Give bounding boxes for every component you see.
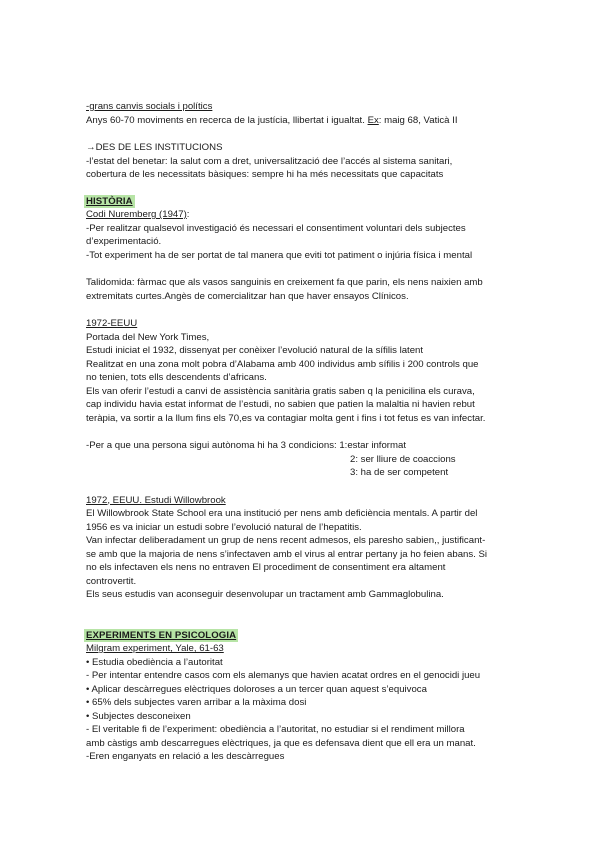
milgram-line: • Estudia obediència a l’autoritat	[86, 656, 223, 668]
eeuu-1972-line: Realitzat en una zona molt pobra d’Alabama amb 400 individus amb sífilis i 200 controls que	[86, 358, 479, 370]
willowbrook-title: 1972, EEUU. Estudi Willowbrook	[86, 494, 226, 506]
intro-text: Anys 60-70 moviments en recerca de la justícia, llibertat i igualtat.	[86, 114, 368, 126]
milgram-line: • Subjectes desconeixen	[86, 710, 191, 722]
intro-text-end: : maig 68, Vaticà II	[378, 114, 458, 126]
talidomida-line: extremitats curtes.Angès de comercialitzar han que haver ensayos Clínicos.	[86, 290, 409, 302]
institucions-heading: →DES DE LES INSTITUCIONS	[86, 142, 223, 153]
eeuu-1972-line: teràpia, va sortir a la llum fins els 70,es va contagiar molta gent i fins i tot fetus es van infectar.	[86, 412, 486, 424]
milgram-title: Milgram experiment, Yale, 61-63	[86, 643, 224, 654]
spacer	[86, 182, 518, 195]
codi-line: d’experimentació.	[86, 236, 162, 247]
eeuu-1972-line: cap individu havia estat informat de l’estudi, no sabien que patien la malaltia ni havien rebut	[86, 399, 475, 410]
condicions-line: 3: ha de ser competent	[350, 467, 449, 478]
spacer	[86, 127, 518, 141]
willowbrook-line: El Willowbrook State School era una institució per nens amb deficiència mentals. A partir del	[86, 508, 478, 519]
eeuu-1972-title: 1972-EEUU	[86, 318, 138, 329]
intro-line	[86, 114, 518, 128]
willowbrook-line: Els seus estudis van aconseguir desenvolupar un tractament amb Gammaglobulina.	[86, 589, 444, 600]
condicions-line: -Per a que una persona sigui autònoma hi ha 3 condicions: 1:estar informat	[86, 440, 406, 451]
intro-ex: Ex	[367, 114, 379, 126]
psicologia-heading-row	[86, 629, 518, 643]
eeuu-1972-line: no tenien, tots ells descendents d’africans.	[86, 372, 267, 383]
historia-heading: HISTÒRIA	[86, 195, 133, 207]
document-page	[86, 100, 518, 764]
institucions-line: -l’estat del benetar: la salut com a dret, universalització dee l’accés al sistema sanitari,	[86, 155, 453, 167]
milgram-line: amb càstigs amb descarregues elèctriques, ja que es defensava dient que ell era un manat.	[86, 737, 476, 749]
spacer	[86, 262, 518, 276]
willowbrook-line: controvertit.	[86, 575, 137, 587]
eeuu-1972-line: Portada del New York Times,	[86, 331, 210, 343]
milgram-line: -Eren enganyats en relació a les descàrregues	[86, 751, 285, 762]
eeuu-1972-line: Estudi iniciat el 1932, dissenyat per conèixer l’evolució natural de la sífilis latent	[86, 345, 424, 356]
intro-heading: -grans canvis socials i polítics	[86, 101, 213, 112]
willowbrook-line: no els infectaven els nens no entraven El procediment de consentiment era altament	[86, 562, 446, 573]
milgram-line: • Aplicar descàrregues elèctriques doloroses a un tercer quan aquest s’equivoca	[86, 683, 427, 695]
milgram-line: • 65% dels subjectes varen arribar a la màxima dosi	[86, 697, 307, 708]
willowbrook-line: se amb que la majoria de nens s’infectaven amb el virus al entrar pertany ja ho feien abans. Si	[86, 548, 488, 560]
willowbrook-line: 1956 es va iniciar un estudi sobre l’evolució natural de l’hepatitis.	[86, 521, 362, 533]
spacer	[86, 425, 518, 439]
codi-line: -Per realitzar qualsevol investigació és necessari el consentiment voluntari dels subjectes	[86, 222, 466, 234]
spacer	[86, 616, 518, 629]
willowbrook-line: Van infectar deliberadament un grup de nens recent admesos, els paresho sabien,, justificant-	[86, 535, 486, 546]
milgram-line: - Per intentar entendre casos com els alemanys que havien acatat ordres en el genocidi jueu	[86, 670, 481, 681]
codi-line: -Tot experiment ha de ser portat de tal manera que eviti tot patiment o injúria física i mental	[86, 249, 473, 261]
codi-colon: :	[186, 209, 190, 220]
institucions-line: cobertura de les necessitats bàsiques: sempre hi ha més necessitats que capacitats	[86, 169, 444, 180]
codi-title-row	[86, 208, 518, 222]
spacer	[86, 480, 518, 494]
talidomida-line: Talidomida: fàrmac que als vasos sanguinis en creixement fa que parin, els nens naixien amb	[86, 277, 483, 288]
spacer	[86, 303, 518, 317]
historia-heading-row	[86, 195, 518, 209]
condicions-line: 2: ser lliure de coaccions	[350, 453, 456, 465]
codi-title: Codi Nuremberg (1947)	[86, 209, 187, 220]
milgram-line: - El veritable fi de l’experiment: obediència a l’autoritat, no estudiar si el rendiment millora	[86, 724, 465, 735]
eeuu-1972-line: Els van oferir l’estudi a canvi de assistència sanitària gratis saben q la penicilina els curava,	[86, 385, 475, 397]
spacer	[86, 602, 518, 616]
psicologia-heading: EXPERIMENTS EN PSICOLOGIA	[86, 629, 237, 641]
